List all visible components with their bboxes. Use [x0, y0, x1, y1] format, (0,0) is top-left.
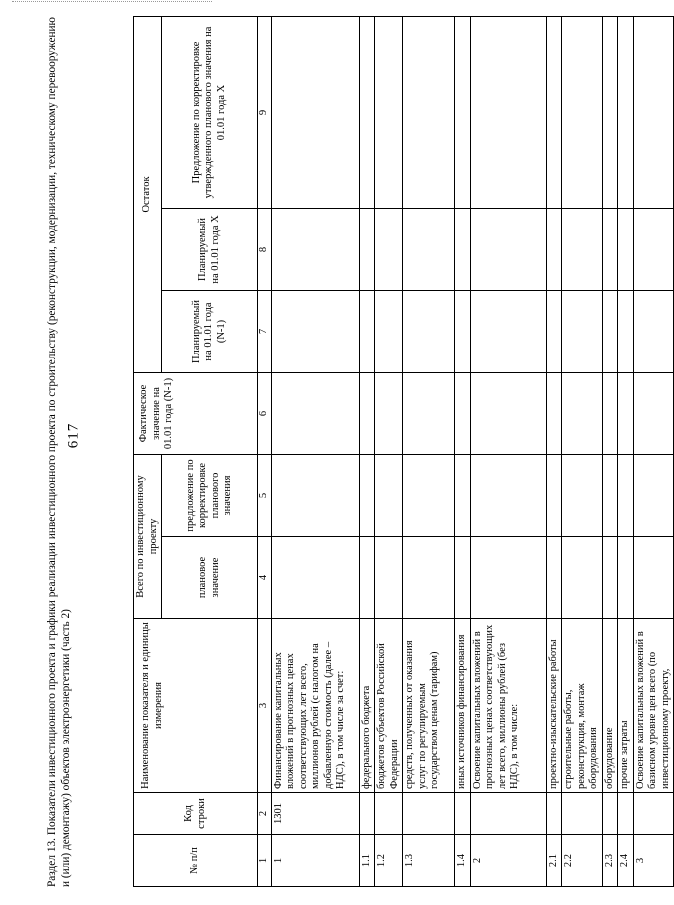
row-num: 2.3 — [602, 835, 618, 887]
row-cell — [403, 537, 455, 619]
row-code — [470, 793, 546, 835]
row-name: иных источников финансирования — [455, 619, 471, 793]
header-total: Всего по инвестиционному проекту — [134, 454, 162, 618]
row-cell — [618, 372, 634, 454]
column-number: 1 — [258, 835, 272, 887]
row-cell — [359, 454, 375, 536]
row-cell — [633, 16, 674, 208]
row-cell — [602, 537, 618, 619]
row-cell — [546, 208, 562, 290]
header-planned-n1: Планируемый на 01.01 года (N-1) — [162, 290, 258, 372]
row-cell — [546, 16, 562, 208]
row-cell — [359, 372, 375, 454]
row-cell — [375, 208, 403, 290]
header-code: Код строки — [134, 793, 258, 835]
row-num: 2.2 — [562, 835, 603, 887]
header-planned: плановое значение — [162, 537, 258, 619]
column-number: 4 — [258, 537, 272, 619]
table-row — [562, 16, 603, 886]
row-cell — [546, 372, 562, 454]
row-cell — [470, 16, 546, 208]
header-num: № п/п — [134, 835, 258, 887]
row-num: 2.1 — [546, 835, 562, 887]
header-remainder: Остаток — [134, 16, 162, 372]
row-cell — [455, 16, 471, 208]
row-cell — [602, 372, 618, 454]
row-cell — [359, 290, 375, 372]
row-code — [359, 793, 375, 835]
row-name: оборудование — [602, 619, 618, 793]
row-code — [546, 793, 562, 835]
row-code — [602, 793, 618, 835]
row-cell — [602, 208, 618, 290]
row-name: Освоение капитальных вложений в базисном уровне цен всего (по инвестиционному проекту, — [633, 619, 674, 793]
row-name: Освоение капитальных вложений в прогнозных ценах соответствующих лет всего, миллионы рублей (без НДС), в том числе: — [470, 619, 546, 793]
row-cell — [618, 290, 634, 372]
row-cell — [375, 454, 403, 536]
column-number: 3 — [258, 619, 272, 793]
row-cell — [403, 290, 455, 372]
table-row — [633, 16, 674, 886]
row-cell — [633, 537, 674, 619]
row-cell — [562, 290, 603, 372]
row-name: проектно-изыскательские работы — [546, 619, 562, 793]
row-cell — [271, 290, 359, 372]
row-num: 1.2 — [375, 835, 403, 887]
row-cell — [562, 372, 603, 454]
table-row — [271, 16, 359, 886]
row-cell — [403, 16, 455, 208]
row-code — [562, 793, 603, 835]
row-cell — [359, 537, 375, 619]
row-cell — [546, 454, 562, 536]
header-name: Наименование показателя и единицы измерения — [134, 619, 258, 793]
header-proposal-x: Предложение по корректировке утвержденного планового значения на 01.01 года X — [162, 16, 258, 208]
row-cell — [470, 290, 546, 372]
row-cell — [546, 537, 562, 619]
row-cell — [633, 372, 674, 454]
row-cell — [359, 208, 375, 290]
row-num: 2.4 — [618, 835, 634, 887]
column-number: 2 — [258, 793, 272, 835]
row-num: 1.3 — [403, 835, 455, 887]
row-name: средств, полученных от оказания услуг по регулируемым государством ценам (тарифам) — [403, 619, 455, 793]
row-cell — [618, 454, 634, 536]
row-cell — [455, 537, 471, 619]
row-cell — [375, 372, 403, 454]
row-cell — [562, 454, 603, 536]
row-cell — [470, 454, 546, 536]
column-number: 5 — [258, 454, 272, 536]
row-code — [633, 793, 674, 835]
row-name: бюджетов субъектов Российской Федерации — [375, 619, 403, 793]
row-cell — [618, 208, 634, 290]
row-cell — [455, 454, 471, 536]
row-num: 3 — [633, 835, 674, 887]
row-cell — [271, 372, 359, 454]
row-name: федерального бюджета — [359, 619, 375, 793]
page-number-text: 617 — [65, 422, 82, 448]
row-name: строительные работы, реконструкция, монтаж оборудования — [562, 619, 603, 793]
row-name: Финансирование капитальных вложений в прогнозных ценах соответствующих лет всего, миллионов рублей (с налогом на добавленную стоимость (далее – НДС), в том числе за счет: — [271, 619, 359, 793]
row-cell — [546, 290, 562, 372]
row-cell — [455, 208, 471, 290]
table-row — [470, 16, 546, 886]
row-cell — [271, 208, 359, 290]
row-cell — [618, 16, 634, 208]
row-cell — [633, 208, 674, 290]
header-actual: Фактическое значение на 01.01 года (N-1) — [134, 372, 258, 454]
row-cell — [470, 537, 546, 619]
row-cell — [470, 372, 546, 454]
row-cell — [455, 290, 471, 372]
table-row — [403, 16, 455, 886]
row-cell — [375, 16, 403, 208]
row-cell — [359, 16, 375, 208]
row-cell — [271, 537, 359, 619]
row-name: прочие затраты — [618, 619, 634, 793]
table-row — [359, 16, 375, 886]
row-cell — [375, 537, 403, 619]
header-proposal: предложение по корректировке планового значения — [162, 454, 258, 536]
section-heading — [45, 17, 129, 887]
column-number: 6 — [258, 372, 272, 454]
row-num: 1.1 — [359, 835, 375, 887]
row-num: 1.4 — [455, 835, 471, 887]
row-code — [375, 793, 403, 835]
table-row — [602, 16, 618, 886]
table-row — [375, 16, 403, 886]
row-cell — [403, 454, 455, 536]
row-cell — [455, 372, 471, 454]
row-code — [618, 793, 634, 835]
rotated-page-content — [45, 17, 671, 887]
row-cell — [403, 372, 455, 454]
table-row — [546, 16, 562, 886]
row-cell — [562, 16, 603, 208]
row-code — [403, 793, 455, 835]
column-number: 8 — [258, 208, 272, 290]
row-cell — [271, 454, 359, 536]
section-heading-text: Раздел 13. Показатели инвестиционного проекта и графики реализации инвестиционного проекта по строительству (реконструкции, модернизации, техническому перевооружению и (или) демонтажу) объектов электроэнергетики (часть 2) — [46, 17, 72, 887]
row-cell — [602, 454, 618, 536]
column-numbers-row — [258, 16, 272, 886]
row-cell — [633, 454, 674, 536]
column-number: 7 — [258, 290, 272, 372]
row-num: 1 — [271, 835, 359, 887]
row-cell — [618, 537, 634, 619]
top-dotted-rule — [12, 1, 212, 2]
indicators-table — [133, 16, 674, 887]
row-cell — [271, 16, 359, 208]
row-code: 1301 — [271, 793, 359, 835]
row-num: 2 — [470, 835, 546, 887]
table-row — [618, 16, 634, 886]
row-cell — [633, 290, 674, 372]
table-row — [455, 16, 471, 886]
row-cell — [375, 290, 403, 372]
row-code — [455, 793, 471, 835]
row-cell — [562, 537, 603, 619]
column-number: 9 — [258, 16, 272, 208]
row-cell — [403, 208, 455, 290]
row-cell — [470, 208, 546, 290]
row-cell — [602, 290, 618, 372]
row-cell — [562, 208, 603, 290]
row-cell — [602, 16, 618, 208]
header-planned-x: Планируемый на 01.01 года X — [162, 208, 258, 290]
